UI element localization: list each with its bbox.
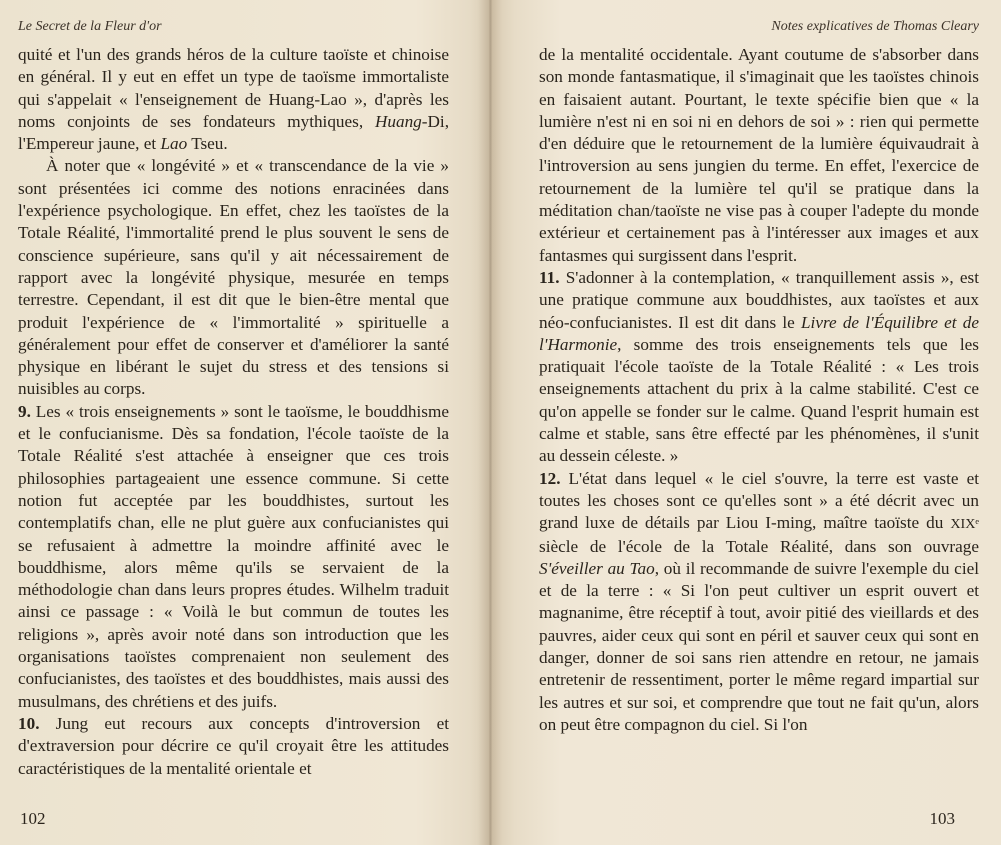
note-number: 12. — [539, 468, 561, 488]
page-number-left: 102 — [20, 809, 46, 828]
italic-text: Livre de l'Équilibre et de l'Harmonie — [539, 312, 979, 354]
italic-text: S'éveiller au Tao — [539, 558, 655, 578]
text-run: siècle de l'école de la Totale Réalité, dans son ouvrage — [539, 536, 979, 556]
text-run: , où il recommande de suivre l'exemple du ciel et de la terre : « Si l'on peut cultiver un esprit ouvert et magnanime, être réceptif à tout, avoir pitié des vieillards et des pauvres, aider ceux qui sont en péril et sauver ceux qui sont en danger, donner de soi sans rien attendre en retour, ne jamais entretenir de ressentiment, porter le même regard impartial sur les autres et sur soi, et comprendre que tout ne fait qu'un, alors on peut être compagnon du ciel. Si l'on — [539, 558, 979, 734]
paragraph — [18, 155, 449, 400]
text-run: Jung eut recours aux concepts d'introversion et d'extraversion pour décrire ce qu'il croyait être les attitudes caractéristiques de la mentalité orientale et — [18, 713, 449, 778]
text-run: Tseu. — [187, 134, 228, 154]
note-number: 10. — [18, 713, 40, 733]
right-page — [489, 0, 1001, 845]
page-number-right: 103 — [929, 809, 955, 828]
left-page-body — [18, 44, 449, 780]
text-run: , somme des trois enseignements tels que les pratiquait l'école taoïste de la Totale Réalité : « Les trois enseignements attachent du prix à la calme stabilité. C'est ce qu'on appelle se fonder sur le calme. Quand l'esprit humain est calme et stable, sans être effecté par les phénomènes, il s'unit au dessein céleste. » — [539, 334, 979, 466]
left-page — [0, 0, 489, 845]
paragraph — [18, 713, 449, 780]
paragraph — [18, 44, 449, 155]
paragraph — [539, 44, 979, 267]
text-run: À noter que « longévité » et « transcendance de la vie » sont présentées ici comme des notions enracinées dans l'expérience psychologique. En effet, chez les taoïstes de la Totale Réalité, l'immortalité prend le plus souvent le sens de conscience supérieure, sans qu'il y ait nécessairement de rapport avec la longévité physique, mesurée en temps terrestre. Cependant, il est dit que le bien-être mental que produit l'expérience de « l'immortalité » spirituelle a généralement pour effet de conserver et d'améliorer la santé physique en libérant le sujet du stress et des tensions si nuisibles au corps. — [18, 156, 449, 399]
text-run: L'état dans lequel « le ciel s'ouvre, la terre est vaste et toutes les choses sont ce qu'elles sont » a été décrit avec un grand luxe de détails par Liou I-ming, maître taoïste du — [539, 468, 979, 533]
text-run: quité et l'un des grands héros de la culture taoïste et chinoise en général. Il y eut en effet un type de taoïsme immortaliste qui s'appelait « l'enseignement de Huang-Lao », d'après les noms conjoints de ses fondateurs mythiques, — [18, 45, 449, 131]
paragraph — [539, 468, 979, 737]
text-run: -Di, l'Empereur jaune, et — [18, 111, 449, 154]
text-run: de la mentalité occidentale. Ayant coutume de s'absorber dans son monde fantasmatique, il s'imaginait que les taoïstes chinois en faisaient autant. Pourtant, le texte spécifie bien que « la lumière n'est ni en soi ni en dehors de soi » : rien qui permette d'en déduire que le retournement de la lumière équivaudrait à l'introversion au sens jungien du terme. En effet, l'exercice de retournement de la lumière tel qu'il se pratique dans la méditation chan/taoïste ne vise pas à couper l'adepte du monde extérieur et certainement pas à l'intéresser aux images et aux fantasmes qui surgissent dans l'esprit. — [539, 45, 979, 265]
text-run: XIXᵉ — [950, 516, 979, 533]
italic-text: Huang — [374, 111, 422, 131]
paragraph — [18, 401, 449, 713]
running-head-right: Notes explicatives de Thomas Cleary — [771, 19, 979, 34]
note-number: 9. — [18, 401, 31, 421]
text-run: S'adonner à la contemplation, « tranquillement assis », est une pratique commune aux bouddhistes, aux taoïstes et aux néo-confucianistes. Il est dit dans le — [539, 267, 979, 332]
right-page-body — [539, 44, 979, 736]
running-head-left: Le Secret de la Fleur d'or — [18, 19, 162, 34]
italic-text: Lao — [160, 134, 188, 154]
note-number: 11. — [539, 267, 560, 287]
text-run: Les « trois enseignements » sont le taoïsme, le bouddhisme et le confucianisme. Dès sa fondation, l'école taoïste de la Totale Réalité s'est attachée à enseigner que ces trois philosophies partageaient une essence commune. Si cette notion fut acceptée par les bouddhistes, surtout les contemplatifs chan, elle ne plut guère aux confucianistes qui se refusaient à admettre la moindre affinité avec le bouddhisme, alors même qu'ils se servaient de la méthodologie chan dans leurs propres études. Wilhelm traduit ainsi ce passage : « Voilà le but commun de toutes les religions », après avoir noté dans son introduction que les organisations taoïstes comprenaient non seulement des confucianistes, des taoïstes et des bouddhistes, mais aussi des musulmans, des chrétiens et des juifs. — [18, 401, 449, 711]
paragraph — [539, 267, 979, 468]
